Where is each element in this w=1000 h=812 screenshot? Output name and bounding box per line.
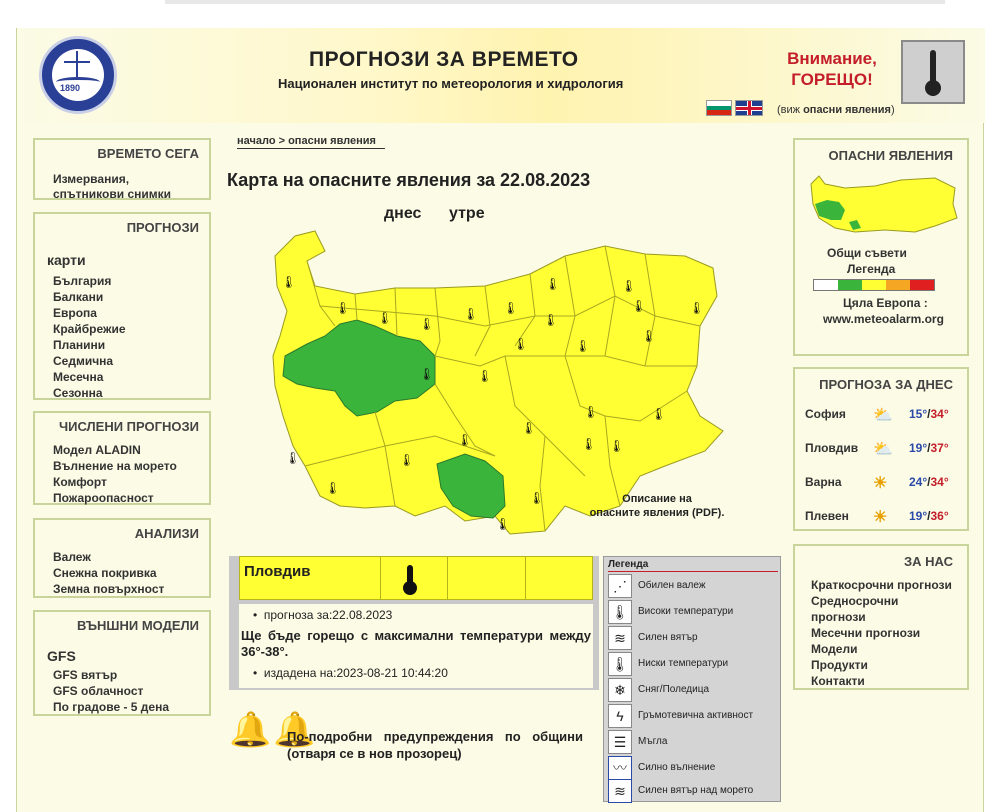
analysis-link-surface[interactable]: Земна повърхност: [53, 582, 165, 596]
gfs-cities-link[interactable]: По градове - 5 дена: [53, 700, 170, 714]
sun-icon: ☀: [873, 475, 888, 492]
warning-cell-empty: [525, 557, 587, 599]
svg-text:🌡: 🌡: [513, 337, 529, 351]
temp-range: 19°/37°: [909, 441, 949, 455]
nimh-logo[interactable]: [39, 36, 117, 114]
box-title: ВРЕМЕТО СЕГА: [97, 146, 199, 161]
legend-label: Силен вятър над морето: [638, 785, 754, 796]
svg-text:🌡: 🌡: [521, 421, 537, 435]
forecast-date-text: прогноза за:22.08.2023: [263, 608, 393, 622]
about-link-contacts[interactable]: Контакти: [811, 674, 865, 688]
city-forecast-panel: [229, 556, 599, 690]
svg-text:🌡: 🌡: [419, 367, 435, 381]
see-link-text[interactable]: опасни явления: [803, 104, 891, 116]
high-temp-icon: 🌡: [608, 600, 632, 624]
warning-line-1: Внимание,: [787, 49, 877, 68]
legend-label: Силно вълнение: [638, 762, 716, 773]
svg-text:🌡: 🌡: [621, 279, 637, 293]
top-strip: [165, 0, 945, 4]
scale-green: [838, 280, 862, 290]
municipal-warnings-link[interactable]: По-подробни предупреждения по общини (отваря се в нов прозорец): [287, 729, 583, 761]
europe-label: Цяла Европа :: [843, 296, 928, 310]
today-row-varna[interactable]: [805, 473, 965, 493]
legend-item: [606, 678, 780, 702]
forecast-link-balkans[interactable]: Балкани: [53, 290, 104, 304]
thermometer-bulb: [925, 80, 941, 96]
page: [16, 28, 984, 812]
forecast-issued-text: издадена на:2023-08-21 10:44:20: [263, 666, 448, 680]
about-link-models[interactable]: Модели: [811, 642, 858, 656]
fog-icon: ☰: [608, 730, 632, 754]
today-row-plovdiv[interactable]: [805, 439, 965, 459]
bell-green-icon: 🔔: [229, 711, 272, 749]
today-row-pleven[interactable]: [805, 507, 965, 527]
svg-text:🌡: 🌡: [335, 301, 351, 315]
svg-text:🌡: 🌡: [285, 451, 301, 465]
temp-range: 15°/34°: [909, 407, 949, 421]
svg-text:🌡: 🌡: [503, 301, 519, 315]
svg-text:🌡: 🌡: [399, 453, 415, 467]
logo-wind-vane: [76, 51, 78, 77]
legend-item: [606, 626, 780, 650]
svg-text:🌡: 🌡: [419, 317, 435, 331]
legend-panel: [603, 556, 781, 802]
low-temp-icon: 🌡: [608, 652, 632, 676]
svg-text:🌡: 🌡: [651, 407, 667, 421]
forecast-description: Ще бъде горещо с максимални температури между 36°-38°.: [241, 628, 591, 659]
svg-text:🌡: 🌡: [581, 437, 597, 451]
hazards-legend-label: Легенда: [847, 262, 896, 276]
svg-text:🌡: 🌡: [583, 405, 599, 419]
satellite-link[interactable]: спътникови снимки: [53, 187, 171, 201]
forecast-link-bulgaria[interactable]: България: [53, 274, 112, 288]
legend-label: Ниски температури: [638, 658, 729, 669]
numeric-link-fire-danger[interactable]: Пожароопасност: [53, 491, 154, 505]
meteoalarm-link[interactable]: www.meteoalarm.org: [823, 312, 944, 326]
wind-icon: ≋: [608, 626, 632, 650]
logo-year: 1890: [60, 83, 81, 93]
svg-text:🌡: 🌡: [281, 275, 297, 289]
city-name: Пловдив: [244, 563, 311, 580]
heat-warning-text: [777, 48, 887, 90]
numeric-link-sea-waves[interactable]: Вълнение на морето: [53, 459, 177, 473]
svg-text:🌡: 🌡: [631, 299, 647, 313]
sea-wind-icon: ≋: [608, 779, 632, 803]
scale-white: [814, 280, 838, 290]
numeric-link-aladin[interactable]: Модел ALADIN: [53, 443, 141, 457]
about-link-monthly[interactable]: Месечни прогнози: [811, 626, 921, 640]
maps-heading: карти: [47, 252, 86, 268]
see-hazards-link[interactable]: [777, 104, 895, 116]
svg-text:🌡: 🌡: [689, 301, 705, 315]
general-advice-link[interactable]: Общи съвети: [827, 246, 907, 260]
legend-rule: [608, 571, 778, 572]
forecast-date: • прогноза за:22.08.2023: [253, 608, 393, 622]
bell-red-icon: 🔔: [273, 711, 316, 749]
see-prefix: (виж: [777, 104, 801, 116]
legend-item: [606, 574, 780, 598]
svg-text:🌡: 🌡: [545, 277, 561, 291]
gfs-cloud-link[interactable]: GFS облачност: [53, 684, 144, 698]
partly-cloudy-icon: ⛅: [873, 407, 893, 424]
warning-cell-empty: [447, 557, 509, 599]
city-label: Пловдив: [805, 441, 859, 455]
svg-text:🌡: 🌡: [575, 339, 591, 353]
temp-range: 24°/34°: [909, 475, 949, 489]
svg-text:🌡: 🌡: [463, 307, 479, 321]
city-label: Варна: [805, 475, 842, 489]
site-subtitle: Национален институт по метеорология и хидрология: [278, 76, 624, 91]
waves-icon: 〰: [608, 756, 632, 780]
thunder-icon: ϟ: [608, 704, 632, 728]
legend-label: Високи температури: [638, 606, 734, 617]
hazards-mini-map[interactable]: [805, 174, 961, 234]
logo-inner: [52, 49, 104, 101]
map-title: Карта на опасните явления за 22.08.2023: [227, 170, 591, 190]
box-title: ОПАСНИ ЯВЛЕНИЯ: [828, 148, 953, 163]
about-link-medium-range[interactable]: Средносрочни: [811, 594, 899, 608]
gfs-wind-link[interactable]: GFS вятър: [53, 668, 118, 682]
legend-item: [606, 704, 780, 728]
about-link-short-range[interactable]: Краткосрочни прогнози: [811, 578, 952, 592]
thermometer-stem: [930, 50, 936, 84]
box-title: ЧИСЛЕНИ ПРОГНОЗИ: [59, 419, 199, 434]
svg-text:🌡: 🌡: [477, 369, 493, 383]
box-analyses: [33, 518, 211, 598]
forecast-issued: • издадена на:2023-08-21 10:44:20: [253, 666, 448, 680]
forecast-link-europe[interactable]: Европа: [53, 306, 97, 320]
sun-icon: ☀: [873, 509, 888, 526]
numeric-link-comfort[interactable]: Комфорт: [53, 475, 107, 489]
forecast-link-seasonal[interactable]: Сезонна: [53, 386, 103, 400]
box-about: [793, 544, 969, 690]
scale-red: [910, 280, 934, 290]
box-today-forecast: [793, 367, 969, 531]
svg-text:🌡: 🌡: [377, 311, 393, 325]
tab-today[interactable]: днес: [384, 205, 422, 222]
svg-text:🌡: 🌡: [543, 313, 559, 327]
bulgarian-flag-icon[interactable]: [706, 100, 732, 116]
city-label: Плевен: [805, 509, 849, 523]
logo-wind-vane-arm: [64, 61, 90, 63]
svg-text:🌡: 🌡: [495, 517, 511, 531]
about-link-medium-range-2[interactable]: прогнози: [811, 610, 866, 624]
svg-text:🌡: 🌡: [325, 481, 341, 495]
box-title: АНАЛИЗИ: [134, 526, 199, 541]
box-title: ЗА НАС: [904, 554, 953, 569]
tab-tomorrow[interactable]: утре: [449, 205, 485, 222]
breadcrumb[interactable]: начало > опасни явления: [237, 135, 376, 147]
warning-map-bulgaria[interactable]: [245, 216, 725, 536]
box-forecasts: [33, 212, 211, 400]
city-forecast-details: [239, 604, 593, 688]
svg-text:🌡: 🌡: [641, 329, 657, 343]
pdf-line-2: опасните явления (PDF).: [589, 507, 725, 519]
breadcrumb-underline: [237, 148, 385, 149]
box-hazards: [793, 138, 969, 356]
city-label: София: [805, 407, 846, 421]
site-header: [17, 28, 985, 123]
measurements-link[interactable]: Измервания,: [53, 172, 130, 186]
english-flag-icon[interactable]: [735, 100, 763, 116]
legend-label: Обилен валеж: [638, 580, 706, 591]
hazards-pdf-link[interactable]: [587, 492, 727, 520]
legend-label: Силен вятър: [638, 632, 698, 643]
box-external-models: [33, 610, 211, 716]
scale-orange: [886, 280, 910, 290]
box-title: ПРОГНОЗА ЗА ДНЕС: [819, 377, 953, 392]
warning-line-2: ГОРЕЩО!: [791, 70, 873, 89]
legend-label: Сняг/Поледица: [638, 684, 710, 695]
legend-item: [606, 779, 780, 803]
temp-range: 19°/36°: [909, 509, 949, 523]
legend-label: Мъгла: [638, 736, 668, 747]
today-row-sofia[interactable]: [805, 405, 965, 425]
pdf-line-1: Описание на: [622, 493, 692, 505]
about-link-products[interactable]: Продукти: [811, 658, 868, 672]
snow-icon: ❄: [608, 678, 632, 702]
legend-item: [606, 652, 780, 676]
city-warning-bar: [239, 556, 593, 600]
analysis-link-snow[interactable]: Снежна покривка: [53, 566, 157, 580]
box-numeric-forecasts: [33, 411, 211, 505]
site-title: ПРОГНОЗИ ЗА ВРЕМЕТО: [309, 48, 579, 71]
svg-text:🌡: 🌡: [529, 491, 545, 505]
thermometer-icon[interactable]: [901, 40, 965, 104]
forecast-link-weekly[interactable]: Седмична: [53, 354, 114, 368]
rain-icon: ⋰: [608, 574, 632, 598]
heat-warning-box[interactable]: [767, 40, 967, 102]
forecast-link-monthly[interactable]: Месечна: [53, 370, 104, 384]
legend-item: [606, 756, 780, 780]
heat-warning-icon-bulb: [403, 581, 417, 595]
legend-item: [606, 730, 780, 754]
legend-item: [606, 600, 780, 624]
forecast-link-mountains[interactable]: Планини: [53, 338, 106, 352]
hazards-color-scale: [813, 279, 935, 291]
box-title: ВЪНШНИ МОДЕЛИ: [76, 618, 199, 633]
partly-cloudy-icon: ⛅: [873, 441, 893, 458]
box-weather-now: [33, 138, 211, 200]
box-title: ПРОГНОЗИ: [126, 220, 199, 235]
forecast-link-coast[interactable]: Крайбрежие: [53, 322, 126, 336]
warning-cell-heat: [380, 557, 442, 599]
analysis-link-precipitation[interactable]: Валеж: [53, 550, 91, 564]
gfs-heading: GFS: [47, 648, 76, 664]
svg-text:🌡: 🌡: [609, 439, 625, 453]
scale-yellow: [862, 280, 886, 290]
legend-title: Легенда: [608, 559, 649, 570]
see-suffix: ): [890, 104, 895, 116]
legend-label: Гръмотевична активност: [638, 710, 754, 721]
svg-text:🌡: 🌡: [457, 433, 473, 447]
